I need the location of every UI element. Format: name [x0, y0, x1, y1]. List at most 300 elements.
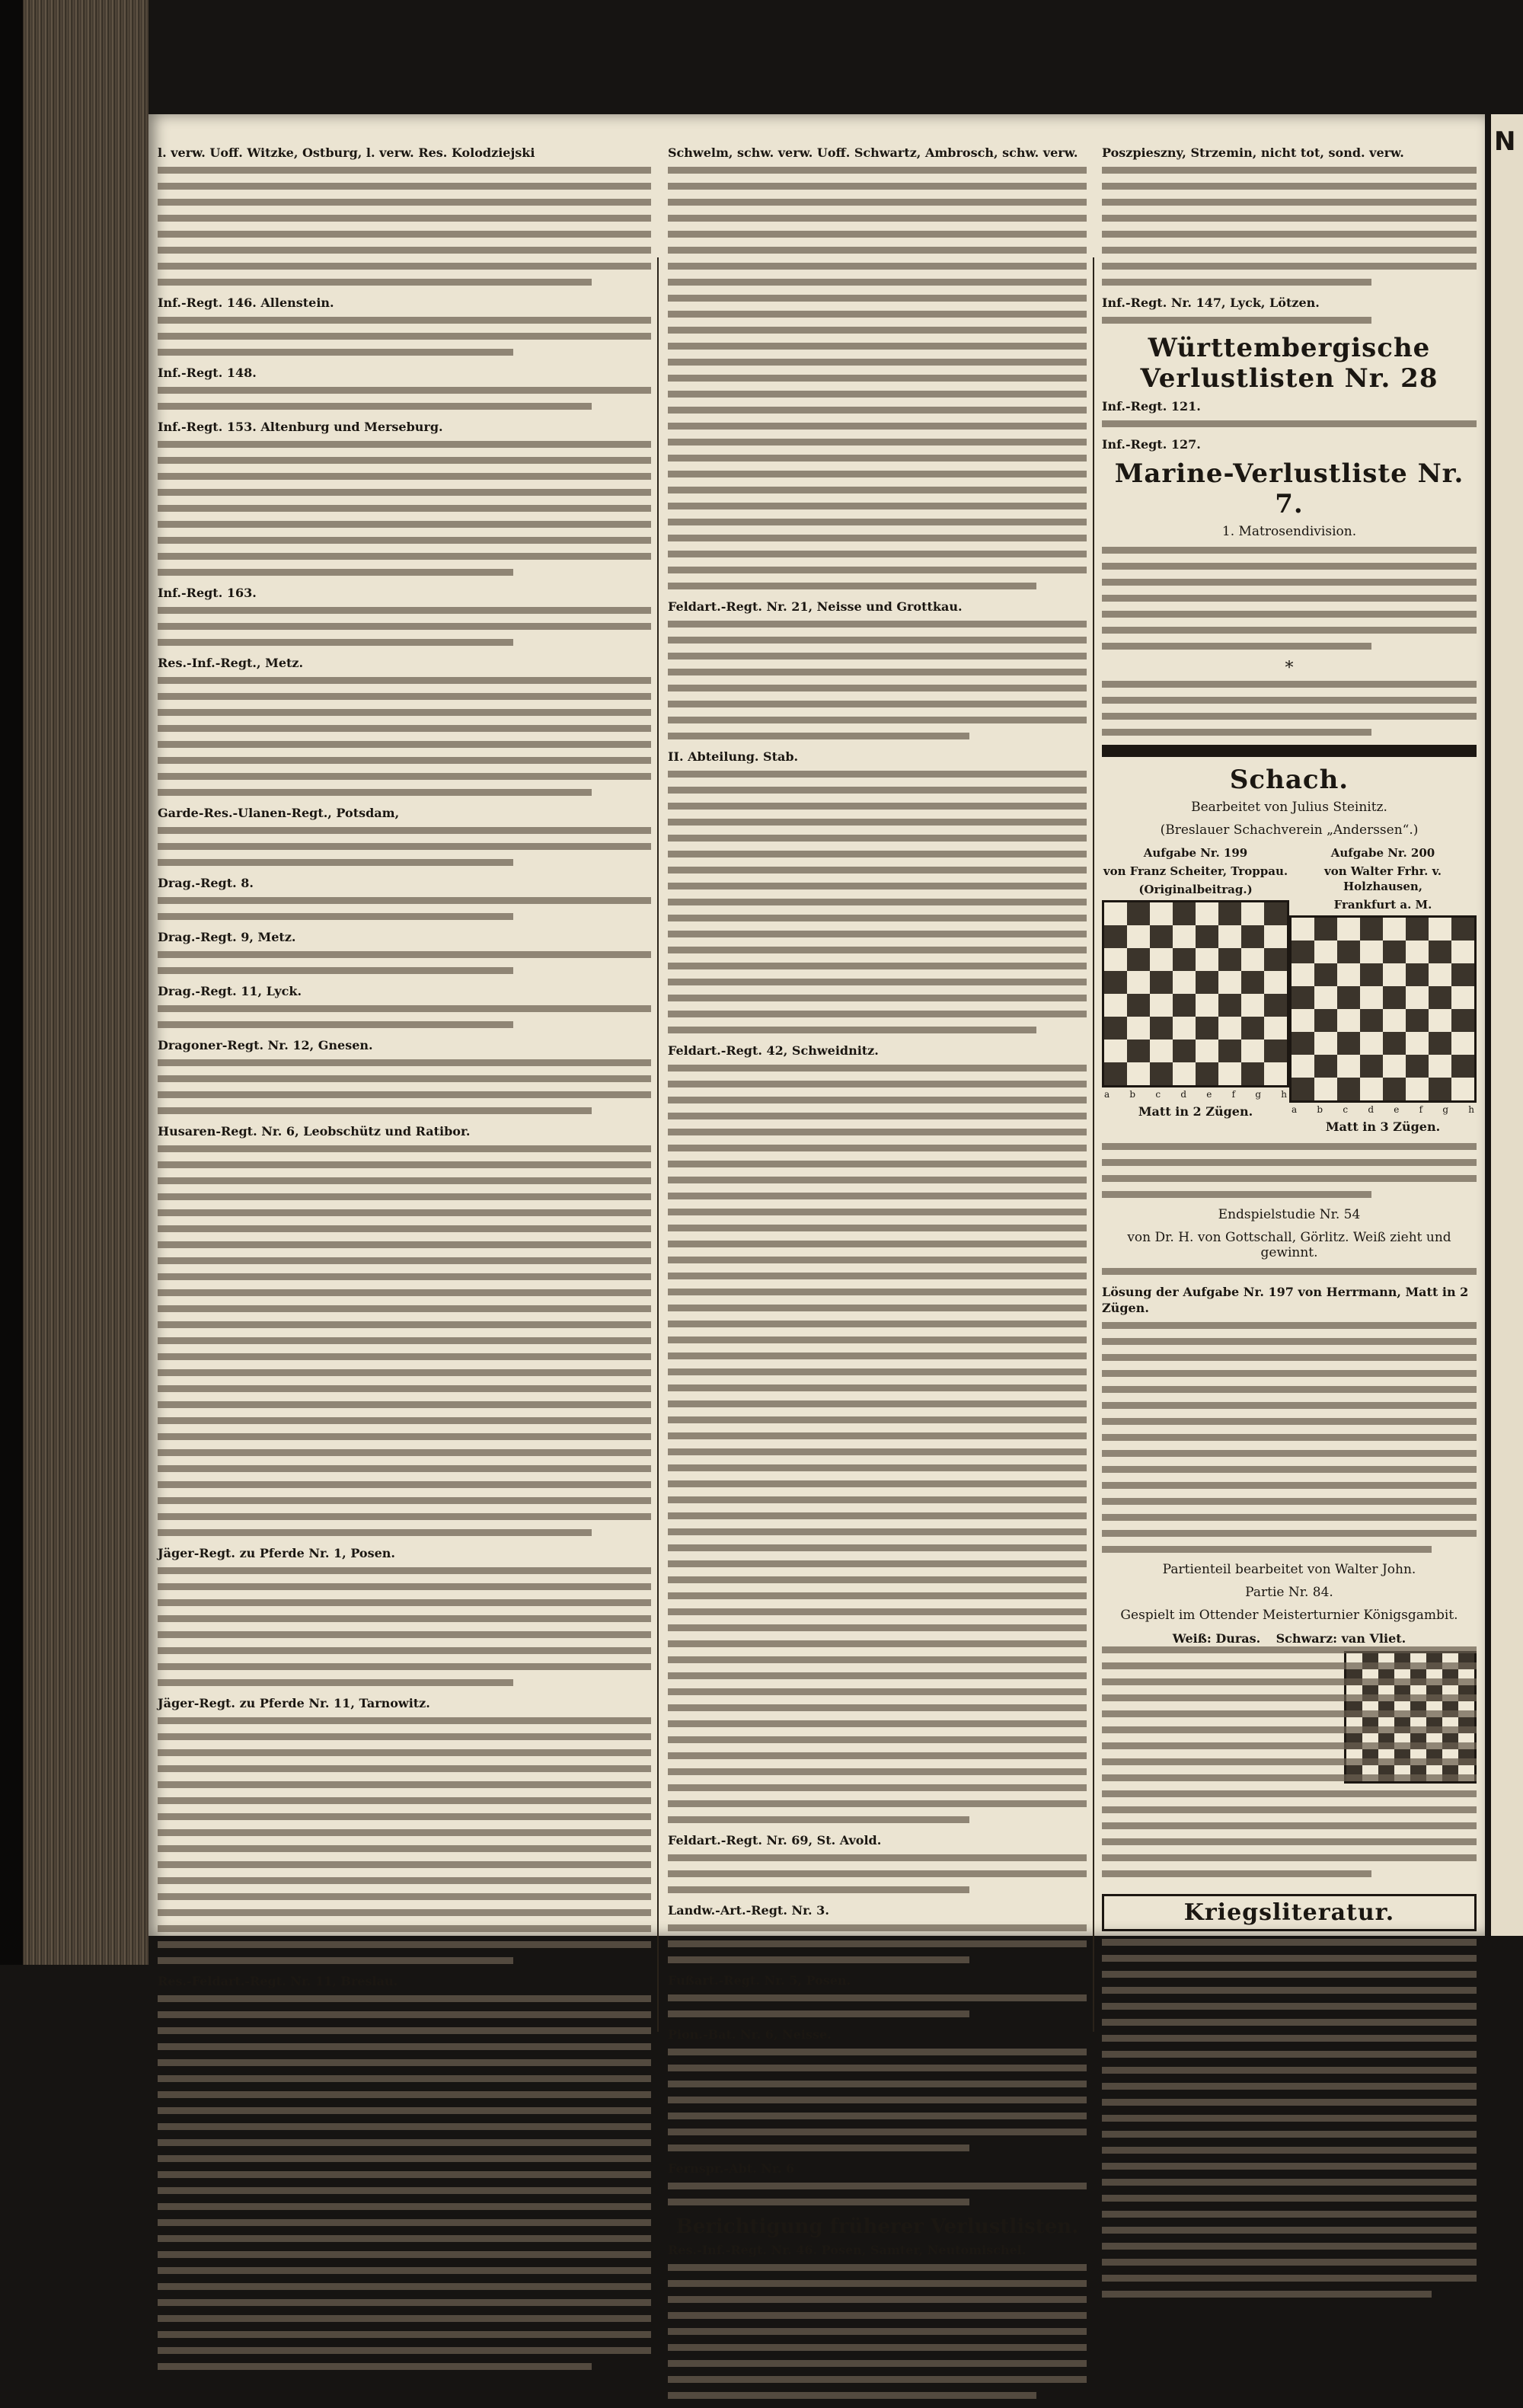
text-line	[158, 215, 651, 222]
text-line	[158, 1813, 651, 1820]
board-square	[1383, 941, 1406, 963]
text-line	[668, 2312, 1087, 2319]
text-line	[668, 2113, 1087, 2119]
text-line	[668, 1624, 1087, 1631]
text-line	[158, 1059, 651, 1066]
text-line	[1102, 1955, 1477, 1962]
text-line	[158, 2219, 651, 2226]
board-square	[1314, 941, 1337, 963]
text-line	[158, 1497, 651, 1504]
board-square	[1314, 1032, 1337, 1055]
problem-note: Frankfurt a. M.	[1333, 898, 1432, 912]
column-1	[158, 145, 651, 2379]
text-line	[158, 349, 513, 356]
text-line	[668, 803, 1087, 810]
text-line	[668, 1496, 1087, 1503]
board-square	[1241, 1040, 1264, 1062]
text-line	[158, 263, 651, 270]
text-line	[668, 1512, 1087, 1519]
text-line	[668, 1353, 1087, 1359]
board-square	[1292, 963, 1314, 986]
text-line	[158, 2155, 651, 2162]
file-label: c	[1155, 1089, 1161, 1100]
board-square	[1451, 918, 1474, 941]
board-square	[1451, 1078, 1474, 1100]
board-square	[1337, 1055, 1360, 1078]
board-square	[1314, 918, 1337, 941]
board-square	[1218, 902, 1241, 925]
text-line	[1102, 627, 1477, 634]
text-line	[1102, 1268, 1477, 1275]
board-square	[1337, 1078, 1360, 1100]
text-line	[158, 2331, 651, 2338]
text-line	[158, 199, 651, 206]
text-line	[158, 167, 651, 174]
text-line	[158, 1941, 651, 1948]
text-line	[668, 1097, 1087, 1103]
board-square	[1406, 918, 1429, 941]
text-line	[668, 1368, 1087, 1375]
text-line	[668, 535, 1087, 541]
text-line	[1102, 263, 1477, 270]
text-line	[1102, 1662, 1477, 1669]
text-line	[668, 915, 1087, 921]
text-line	[1102, 2179, 1477, 2186]
text-line	[158, 607, 651, 614]
text-line	[668, 1305, 1087, 1311]
text-line	[158, 317, 651, 324]
board-square	[1451, 1009, 1474, 1032]
text-line	[158, 843, 651, 850]
text-line	[668, 1464, 1087, 1471]
newspaper-page	[148, 114, 1485, 2257]
text-line	[668, 1400, 1087, 1407]
text-line	[668, 471, 1087, 477]
text-line	[668, 979, 1087, 985]
end-study-heading: Endspielstudie Nr. 54	[1218, 1207, 1361, 1222]
text-line	[158, 2203, 651, 2210]
text-line	[158, 2363, 592, 2370]
board-square	[1218, 948, 1241, 971]
file-label: h	[1468, 1104, 1474, 1115]
board-square	[1429, 1055, 1451, 1078]
text-line	[668, 1924, 1087, 1931]
text-line	[668, 947, 1087, 953]
text-line	[1102, 1987, 1477, 1994]
text-line	[158, 1877, 651, 1884]
text-line	[158, 2251, 651, 2258]
text-line	[668, 2360, 1087, 2367]
text-line	[1102, 1322, 1477, 1329]
board-square	[1127, 971, 1150, 994]
text-line	[158, 1733, 651, 1740]
unit-heading: Feldart.-Regt. Nr. 69, St. Avold.	[668, 1833, 882, 1848]
board-square	[1337, 1009, 1360, 1032]
text-line	[1102, 1402, 1477, 1409]
board-square	[1150, 994, 1173, 1017]
text-line	[158, 1781, 651, 1788]
text-line	[158, 1209, 651, 1216]
column-rule	[1093, 257, 1094, 2032]
text-line	[158, 183, 651, 190]
board-square	[1451, 1055, 1474, 1078]
file-label: a	[1104, 1089, 1110, 1100]
board-square	[1264, 1062, 1287, 1085]
text-line	[158, 2347, 651, 2354]
war-literature-title: Kriegsliteratur.	[1102, 1894, 1477, 1931]
text-line	[668, 1768, 1087, 1775]
unit-heading: Fußart.-Regt. Nr. 5, Posen.	[668, 1973, 851, 1988]
board-square	[1406, 1032, 1429, 1055]
text-line	[1102, 2291, 1432, 2298]
unit-heading: II. Abteilung. Stab.	[668, 749, 799, 764]
problem-author: von Walter Frhr. v. Holzhausen,	[1324, 864, 1442, 893]
text-line	[668, 1784, 1087, 1791]
board-square	[1150, 925, 1173, 948]
text-line	[668, 167, 1087, 174]
facing-page-heading: N	[1494, 126, 1516, 157]
text-line	[1102, 1530, 1477, 1537]
text-line	[668, 2376, 1087, 2383]
text-line	[158, 1091, 651, 1098]
text-line	[158, 1107, 592, 1114]
game-subtitle: Gespielt im Ottender Meisterturnier Königsgambit.	[1120, 1608, 1458, 1623]
board-square	[1104, 994, 1127, 1017]
file-label: g	[1255, 1089, 1262, 1100]
text-line	[1102, 1726, 1477, 1733]
board-square	[1264, 1040, 1287, 1062]
board-square	[1406, 1078, 1429, 1100]
text-line	[668, 717, 1087, 723]
board-square	[1104, 1040, 1127, 1062]
column-2	[668, 145, 1087, 2408]
game-number: Partie Nr. 84.	[1245, 1585, 1333, 1600]
text-line	[158, 2315, 651, 2322]
text-line	[668, 375, 1087, 382]
text-line	[1102, 1939, 1477, 1946]
text-line	[1102, 2275, 1477, 2282]
board-square	[1173, 1040, 1196, 1062]
text-line	[668, 391, 1087, 398]
column-3	[1102, 145, 1477, 2307]
board-square	[1360, 918, 1383, 941]
text-line	[1102, 1546, 1432, 1553]
board-square	[1104, 1017, 1127, 1040]
text-line	[1102, 2243, 1477, 2250]
board-square	[1360, 941, 1383, 963]
text-line	[158, 553, 651, 560]
unit-heading: Jäger-Regt. zu Pferde Nr. 1, Posen.	[158, 1546, 395, 1560]
text-line	[668, 1027, 1036, 1033]
text-line	[668, 899, 1087, 905]
text-line	[668, 407, 1087, 414]
text-line	[668, 519, 1087, 525]
board-square	[1264, 902, 1287, 925]
unit-heading: Res.-Feldart.-Regt. Nr. 11, Breslau.	[158, 1974, 398, 1988]
text-line	[668, 1225, 1087, 1231]
board-square	[1451, 986, 1474, 1009]
board-square	[1104, 1062, 1127, 1085]
text-line	[158, 569, 513, 576]
unit-heading: Res.-Inf.-Regt. Nr. 46. Posen, Samter, Neutomischel.	[668, 2243, 1027, 2257]
board-square	[1173, 994, 1196, 1017]
text-line	[158, 1401, 651, 1408]
marine-list-title: Marine-Verlustliste Nr. 7.	[1114, 458, 1464, 519]
text-line	[1102, 1971, 1477, 1978]
board-square	[1337, 963, 1360, 986]
text-line	[668, 311, 1087, 318]
text-line	[158, 757, 651, 764]
text-line	[158, 1845, 651, 1852]
board-square	[1150, 948, 1173, 971]
text-line	[158, 2187, 651, 2194]
text-line	[158, 2235, 651, 2242]
text-line	[1102, 1710, 1477, 1717]
text-line	[158, 2139, 651, 2146]
text-line	[668, 2049, 1087, 2055]
text-line	[668, 343, 1087, 350]
text-line	[1102, 1774, 1477, 1781]
text-line	[158, 247, 651, 254]
board-square	[1360, 1032, 1383, 1055]
text-line	[158, 1193, 651, 1200]
text-line	[1102, 279, 1371, 286]
text-line	[158, 859, 513, 866]
text-line	[158, 537, 651, 544]
board-square	[1314, 963, 1337, 986]
text-line	[158, 1567, 651, 1574]
text-line	[1102, 247, 1477, 254]
column-2-opening: Schwelm, schw. verw. Uoff. Schwartz, Ambrosch, schw. verw.	[668, 145, 1078, 160]
column-1-opening: l. verw. Uoff. Witzke, Ostburg, l. verw. Res. Kolodziejski	[158, 145, 535, 160]
text-line	[668, 2081, 1087, 2087]
unit-heading: Feldart.-Regt. Nr. 21, Neisse und Grottkau.	[668, 599, 963, 614]
chessboard	[1289, 915, 1477, 1103]
text-line	[668, 2344, 1087, 2351]
page-stack-edge	[23, 0, 148, 1965]
text-line	[1102, 2163, 1477, 2170]
text-line	[158, 1909, 651, 1916]
board-square	[1104, 948, 1127, 971]
text-line	[668, 851, 1087, 857]
text-line	[1102, 1159, 1477, 1166]
unit-heading: Pion.-Bat. Nr. 6, Neisse.	[668, 2027, 832, 2042]
board-square	[1429, 1032, 1451, 1055]
text-line	[1102, 167, 1477, 174]
board-square	[1196, 1017, 1218, 1040]
text-line	[1102, 1191, 1371, 1198]
text-line	[158, 1161, 651, 1168]
text-line	[668, 1528, 1087, 1535]
text-line	[158, 1075, 651, 1082]
text-line	[158, 677, 651, 684]
board-square	[1360, 1009, 1383, 1032]
board-square	[1264, 948, 1287, 971]
text-line	[668, 1544, 1087, 1551]
file-label: e	[1206, 1089, 1212, 1100]
text-line	[1102, 2067, 1477, 2074]
board-square	[1406, 986, 1429, 1009]
text-line	[668, 701, 1087, 707]
board-square	[1383, 986, 1406, 1009]
text-line	[158, 1177, 651, 1184]
text-line	[668, 1994, 1087, 2001]
text-line	[158, 2123, 651, 2130]
chess-problem	[1289, 845, 1477, 1139]
board-square	[1360, 1055, 1383, 1078]
text-line	[158, 1631, 651, 1638]
text-line	[668, 653, 1087, 659]
board-square	[1104, 925, 1127, 948]
text-line	[668, 1257, 1087, 1263]
board-square	[1241, 971, 1264, 994]
board-square	[1104, 902, 1127, 925]
unit-heading: Jäger-Regt. zu Pferde Nr. 11, Tarnowitz.	[158, 1696, 430, 1710]
board-square	[1383, 918, 1406, 941]
board-square	[1406, 1009, 1429, 1032]
text-line	[158, 2043, 651, 2050]
unit-heading: Inf.-Regt. 121.	[1102, 399, 1201, 414]
text-line	[1102, 2147, 1477, 2154]
text-line	[668, 1656, 1087, 1663]
board-square	[1337, 986, 1360, 1009]
text-line	[158, 403, 592, 410]
problem-heading: Aufgabe Nr. 200	[1330, 846, 1435, 860]
board-square	[1173, 1062, 1196, 1085]
text-line	[158, 1829, 651, 1836]
board-square	[1337, 1032, 1360, 1055]
text-line	[158, 693, 651, 700]
unit-heading: Fernspr.-Abt. Nr. 6	[668, 2161, 795, 2176]
text-line	[158, 2027, 651, 2034]
text-line	[158, 1433, 651, 1440]
text-line	[668, 199, 1087, 206]
text-line	[158, 1273, 651, 1280]
text-line	[668, 1956, 969, 1963]
text-line	[1102, 563, 1477, 570]
problem-note: (Originalbeitrag.)	[1138, 883, 1253, 896]
text-line	[158, 1749, 651, 1756]
unit-heading: Inf.-Regt. 153. Altenburg und Merseburg.	[158, 420, 443, 434]
board-square	[1292, 918, 1314, 941]
text-line	[1102, 2051, 1477, 2058]
board-square	[1241, 948, 1264, 971]
board-square	[1127, 902, 1150, 925]
board-square	[1218, 1017, 1241, 1040]
text-line	[668, 1241, 1087, 1247]
text-line	[158, 639, 513, 646]
text-line	[668, 1886, 969, 1893]
text-line	[1102, 199, 1477, 206]
board-square	[1429, 963, 1451, 986]
text-line	[668, 423, 1087, 430]
text-line	[158, 1925, 651, 1932]
text-line	[668, 733, 969, 739]
text-line	[668, 1416, 1087, 1423]
text-line	[668, 263, 1087, 270]
text-line	[1102, 1370, 1477, 1377]
board-square	[1292, 1055, 1314, 1078]
text-line	[668, 685, 1087, 691]
text-line	[1102, 420, 1477, 427]
text-line	[668, 1145, 1087, 1151]
game-black-player: Schwarz: van Vliet.	[1276, 1631, 1406, 1646]
board-square	[1264, 1017, 1287, 1040]
text-line	[158, 913, 513, 920]
text-line	[668, 2328, 1087, 2335]
text-line	[158, 2091, 651, 2098]
board-square	[1196, 925, 1218, 948]
text-line	[668, 583, 1036, 589]
text-line	[158, 521, 651, 528]
unit-heading: Inf.-Regt. 163.	[158, 586, 257, 600]
board-square	[1360, 1078, 1383, 1100]
text-line	[668, 1816, 969, 1823]
file-label: a	[1292, 1104, 1298, 1115]
text-line	[1102, 2131, 1477, 2138]
text-line	[1102, 1514, 1477, 1521]
text-line	[158, 231, 651, 238]
unit-heading: Husaren-Regt. Nr. 6, Leobschütz und Ratibor.	[158, 1124, 471, 1139]
text-line	[668, 247, 1087, 254]
board-square	[1150, 1040, 1173, 1062]
text-line	[668, 1432, 1087, 1439]
board-square	[1173, 971, 1196, 994]
unit-heading: Drag.-Regt. 8.	[158, 876, 254, 890]
text-line	[668, 1177, 1087, 1183]
unit-heading: Drag.-Regt. 11, Lyck.	[158, 984, 302, 998]
board-square	[1150, 971, 1173, 994]
text-line	[668, 637, 1087, 644]
text-line	[668, 1081, 1087, 1087]
text-line	[668, 2199, 969, 2205]
text-line	[668, 1800, 1087, 1807]
game-white-player: Weiß: Duras.	[1172, 1631, 1261, 1646]
text-line	[158, 1717, 651, 1724]
file-label: e	[1394, 1104, 1400, 1115]
facing-page-edge	[1489, 114, 1523, 1936]
board-square	[1383, 963, 1406, 986]
text-line	[668, 995, 1087, 1001]
board-square	[1241, 902, 1264, 925]
text-line	[1102, 1678, 1477, 1685]
text-line	[668, 183, 1087, 190]
board-square	[1173, 902, 1196, 925]
text-line	[668, 487, 1087, 493]
text-line	[158, 457, 651, 464]
board-square	[1241, 925, 1264, 948]
text-line	[158, 741, 651, 748]
text-line	[1102, 2211, 1477, 2218]
text-line	[668, 771, 1087, 778]
board-square	[1314, 986, 1337, 1009]
text-line	[1102, 1742, 1477, 1749]
text-line	[158, 1257, 651, 1264]
text-line	[1102, 1806, 1477, 1813]
board-square	[1241, 1062, 1264, 1085]
problem-author: von Franz Scheiter, Troppau.	[1103, 864, 1288, 878]
board-square	[1429, 1009, 1451, 1032]
text-line	[1102, 1854, 1477, 1861]
board-square	[1429, 941, 1451, 963]
unit-heading: Landw.-Art.-Regt. Nr. 3.	[668, 1903, 829, 1918]
text-line	[668, 2065, 1087, 2071]
text-line	[668, 1854, 1087, 1861]
text-line	[668, 867, 1087, 873]
board-square	[1218, 1040, 1241, 1062]
text-line	[158, 1957, 513, 1964]
text-line	[158, 2299, 651, 2306]
